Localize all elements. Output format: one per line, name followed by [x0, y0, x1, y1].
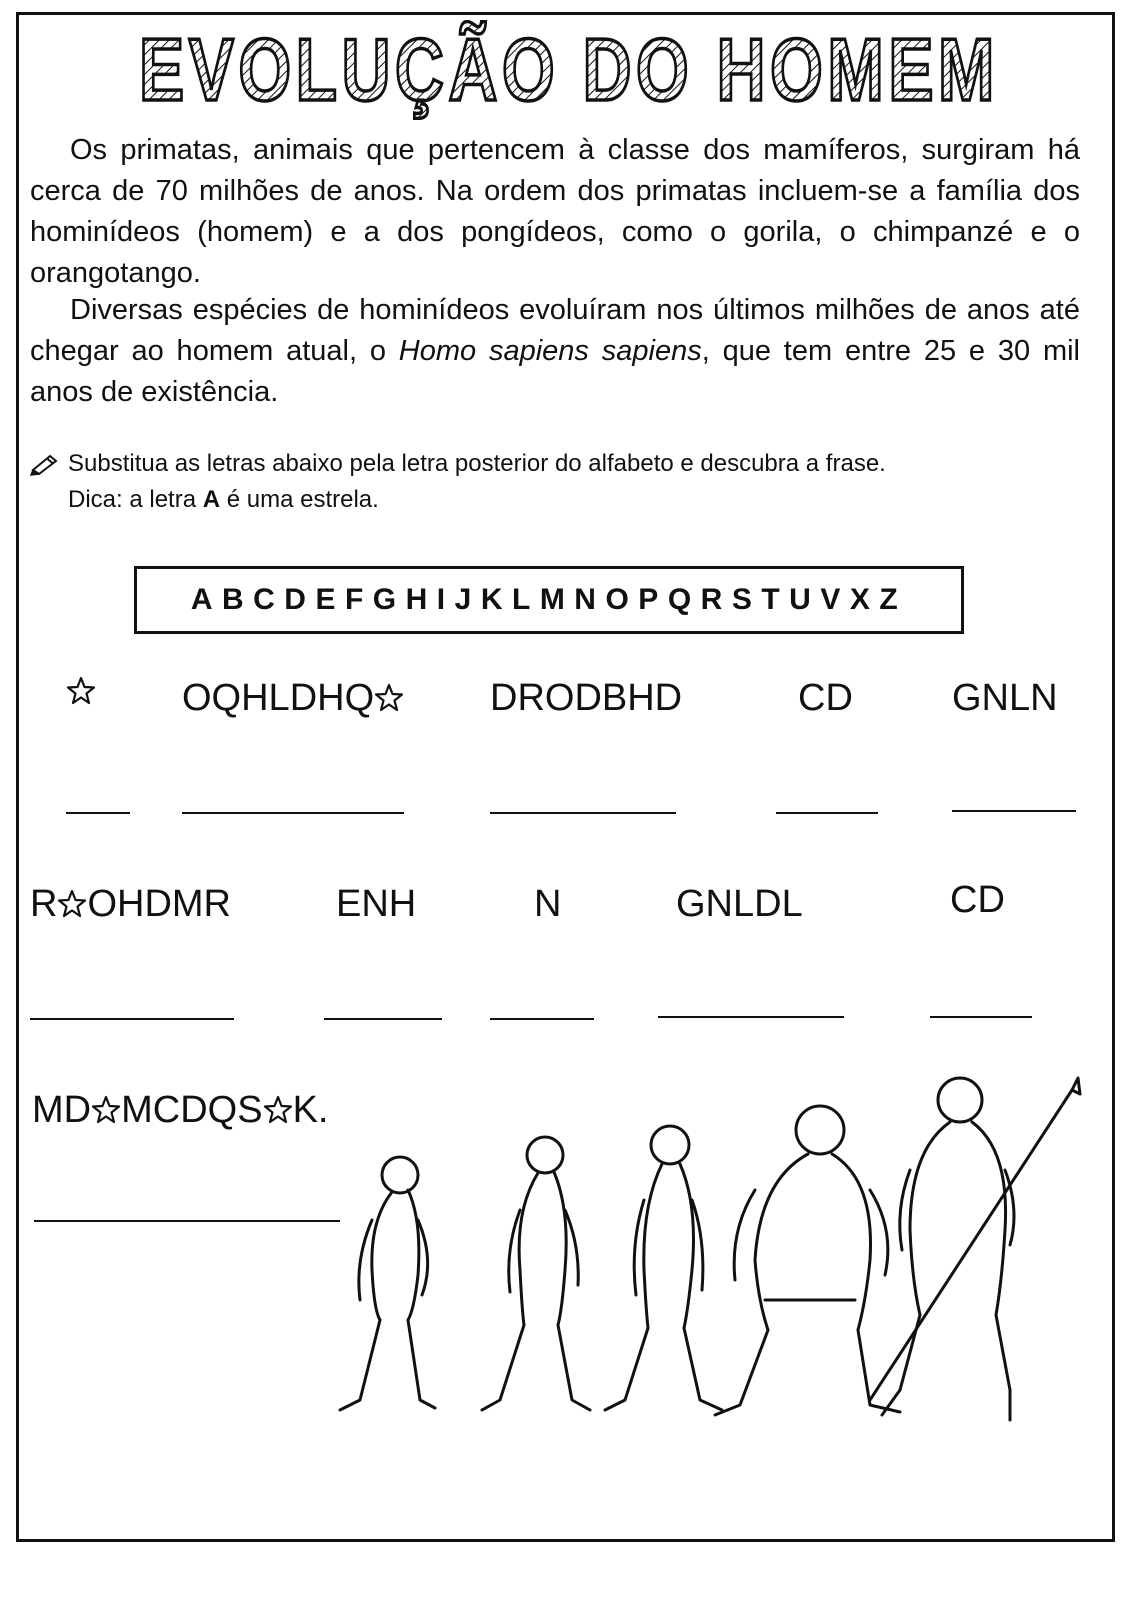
puzzle-word-5: GNLN — [952, 677, 1058, 719]
answer-blank[interactable] — [490, 812, 676, 814]
puzzle-word-3: DRODBHD — [490, 677, 683, 719]
puzzle-word-10: CD — [950, 879, 1005, 921]
alphabet-letters: ABCDEFGHIJKLMNOPQRSTUVXZ — [190, 583, 908, 616]
evolution-illustration — [310, 1070, 1110, 1470]
puzzle-word-6: R OHDMR — [30, 883, 231, 925]
figure-homo-sapiens — [870, 1078, 1080, 1420]
star-icon — [374, 683, 404, 713]
page-title — [0, 20, 1137, 120]
answer-blank[interactable] — [490, 1018, 594, 1020]
puzzle-word-11: MD MCDQS K. — [32, 1089, 329, 1131]
star-icon — [91, 1095, 121, 1125]
figure-early-hominid — [482, 1137, 590, 1410]
puzzle-word-8: N — [534, 883, 562, 925]
figure-neanderthal — [715, 1106, 900, 1415]
intro-paragraph: Os primatas, animais que pertencem à classe dos mamíferos, surgiram há cerca de 70 milhões de anos. Na ordem dos primatas incluem-se a família dos hominídeos (homem) e a dos pongídeos, como o gorila, o chimpanzé e o orangotango. — [30, 134, 1080, 289]
title-text: EVOLUÇÃO DO HOMEM — [138, 20, 999, 119]
species-name: Homo sapiens sapiens — [398, 335, 702, 367]
pencil-icon — [30, 452, 60, 476]
answer-blank[interactable] — [658, 1016, 844, 1018]
answer-blank[interactable] — [930, 1016, 1032, 1018]
answer-blank[interactable] — [34, 1220, 340, 1222]
puzzle-word-7: ENH — [336, 883, 417, 925]
puzzle-word-9: GNLDL — [676, 883, 803, 925]
answer-blank[interactable] — [776, 812, 878, 814]
star-icon — [263, 1095, 293, 1125]
star-icon — [57, 889, 87, 919]
puzzle-word-1 — [66, 676, 96, 706]
puzzle-word-4: CD — [798, 677, 853, 719]
star-icon — [66, 676, 96, 706]
figure-homo-erectus — [605, 1126, 722, 1410]
evolution-paragraph: Diversas espécies de hominídeos evoluíram nos últimos milhões de anos até chegar ao homem atual, o Homo sapiens sapiens, que tem entre 25 e 30 mil anos de existência. — [30, 294, 1080, 408]
answer-blank[interactable] — [30, 1018, 234, 1020]
alphabet-box — [134, 566, 964, 634]
answer-blank[interactable] — [324, 1018, 442, 1020]
puzzle-word-2: OQHLDHQ — [182, 676, 404, 720]
figure-ape — [340, 1157, 435, 1410]
answer-blank[interactable] — [182, 812, 404, 814]
answer-blank[interactable] — [66, 812, 130, 814]
answer-blank[interactable] — [952, 810, 1076, 812]
